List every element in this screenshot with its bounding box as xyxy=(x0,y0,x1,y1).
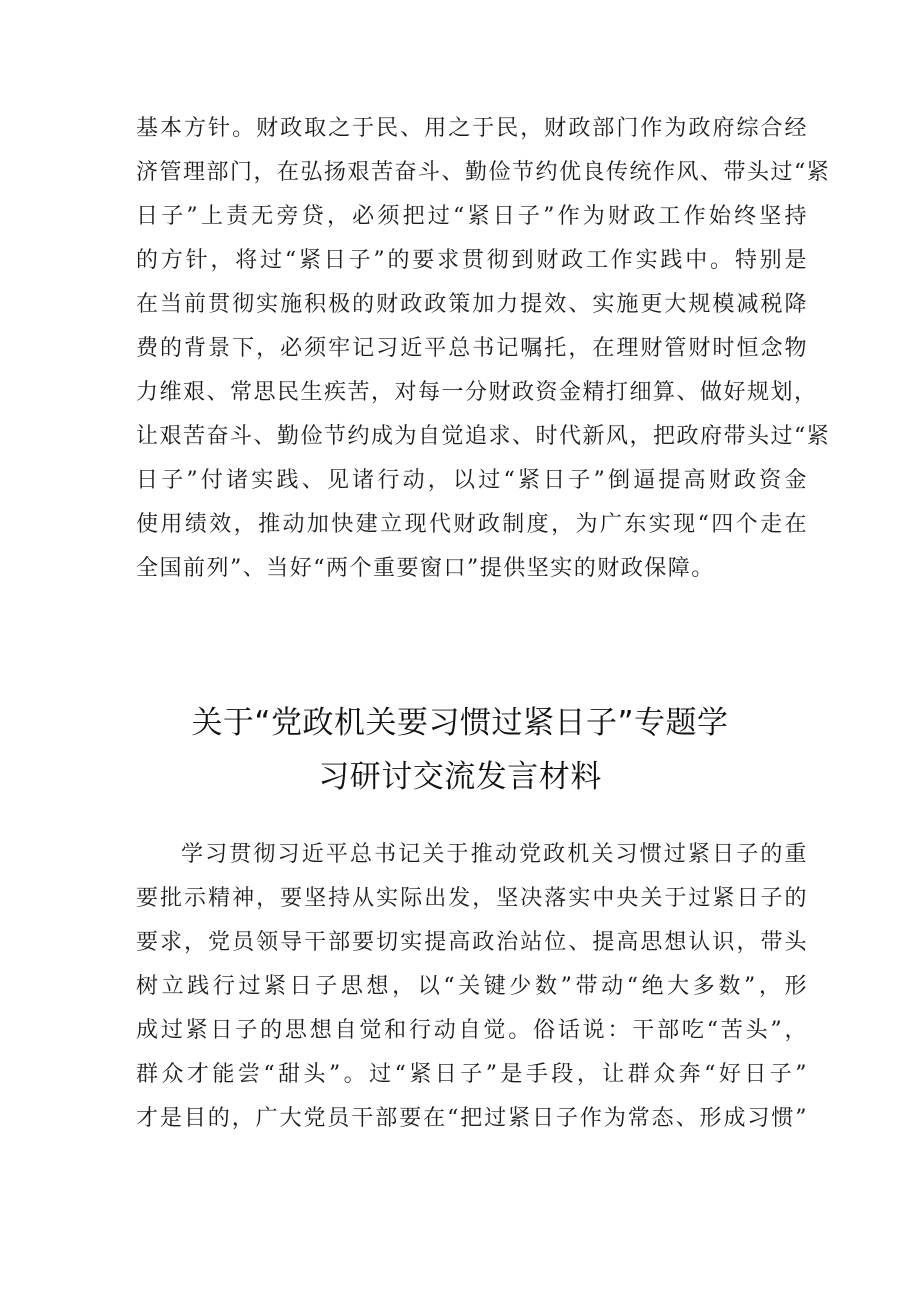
paragraph-line: 的方针，将过“紧日子”的要求贯彻到财政工作实践中。特别是 xyxy=(136,248,808,273)
paragraph-line: 力维艰、常思民生疾苦，对每一分财政资金精打细算、做好规划， xyxy=(136,380,818,405)
paragraph-line: 要批示精神，要坚持从实际出发，坚决落实中央关于过紧日子的 xyxy=(136,886,808,911)
paragraph-line: 让艰苦奋斗、勤俭节约成为自觉追求、时代新风，把政府带头过“紧 xyxy=(136,424,831,449)
paragraph-line: 使用绩效，推动加快建立现代财政制度，为广东实现“四个走在 xyxy=(136,512,808,537)
paragraph-line: 日子”上责无旁贷，必须把过“紧日子”作为财政工作始终坚持 xyxy=(136,204,808,229)
heading-line-1: 关于“党政机关要习惯过紧日子”专题学 xyxy=(191,705,729,741)
heading-line-2: 习研讨交流发言材料 xyxy=(318,759,602,795)
paragraph-line: 在当前贯彻实施积极的财政政策加力提效、实施更大规模减税降 xyxy=(136,292,808,317)
paragraph-line: 成过紧日子的思想自觉和行动自觉。俗话说：干部吃“苦头”， xyxy=(136,1018,808,1043)
paragraph-line: 要求，党员领导干部要切实提高政治站位、提高思想认识，带头 xyxy=(136,930,808,955)
paragraph-line: 树立践行过紧日子思想，以“关键少数”带动“绝大多数”，形 xyxy=(136,974,808,999)
paragraph-line: 基本方针。财政取之于民、用之于民，财政部门作为政府综合经 xyxy=(136,116,808,141)
paragraph-line: 群众才能尝“甜头”。过“紧日子”是手段，让群众奔“好日子” xyxy=(136,1062,808,1087)
paragraph-line: 日子”付诸实践、见诸行动，以过“紧日子”倒逼提高财政资金 xyxy=(136,468,808,493)
paragraph-line: 全国前列”、当好“两个重要窗口”提供坚实的财政保障。 xyxy=(136,556,715,581)
paragraph-line: 学习贯彻习近平总书记关于推动党政机关习惯过紧日子的重 xyxy=(181,842,808,867)
paragraph-line: 济管理部门，在弘扬艰苦奋斗、勤俭节约优良传统作风、带头过“紧 xyxy=(136,160,831,185)
paragraph-line: 费的背景下，必须牢记习近平总书记嘱托，在理财管财时恒念物 xyxy=(136,336,808,361)
paragraph-line: 才是目的，广大党员干部要在“把过紧日子作为常态、形成习惯” xyxy=(136,1106,808,1131)
